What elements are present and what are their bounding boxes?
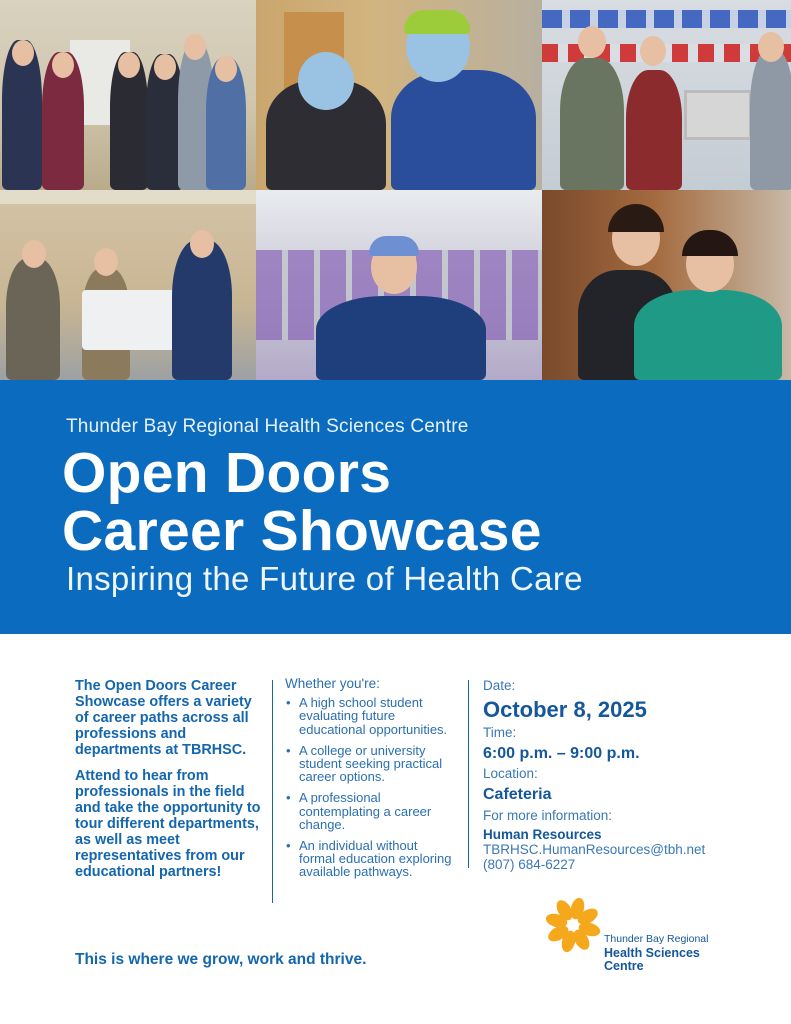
photo-two-nurses [542, 190, 791, 380]
contact-email[interactable]: TBRHSC.HumanResources@tbh.net [483, 842, 706, 857]
audience-item: • An individual without formal education exploring available pathways. [285, 839, 455, 879]
event-title-line-2: Career Showcase [62, 499, 542, 563]
photo-staff-group-nursing [0, 0, 256, 190]
contact-name: Human Resources [483, 827, 602, 842]
intro-paragraph-1: The Open Doors Career Showcase offers a variety of career paths across all professions and departments at TBRHSC. [75, 678, 252, 758]
audience-list [285, 696, 455, 878]
title-banner [0, 380, 791, 634]
location-label: Location: [483, 766, 538, 781]
audience-lead: Whether you're: [285, 676, 380, 691]
logo-line-2: Health Sciences [604, 945, 700, 960]
logo-line-3: Centre [604, 959, 644, 973]
audience-item: • A college or university student seeking practical career options. [285, 744, 455, 784]
date-label: Date: [483, 678, 516, 693]
photo-surgical-staff [256, 0, 542, 190]
intro-paragraph-2: Attend to hear from professionals in the field and take the opportunity to tour different departments, as well as meet representatives from our educational partners! [75, 768, 261, 880]
info-label: For more information: [483, 808, 613, 823]
organization-logo [543, 895, 763, 980]
photo-biomed-workshop [0, 190, 256, 380]
organization-name: Thunder Bay Regional Health Sciences Centre [66, 416, 469, 437]
audience-item: • A high school student evaluating future educational opportunities. [285, 696, 455, 736]
tagline: This is where we grow, work and thrive. [75, 951, 367, 968]
photo-collage [0, 0, 791, 380]
photo-staff-supply-room [542, 0, 791, 190]
time-value: 6:00 p.m. – 9:00 p.m. [483, 745, 640, 762]
event-title-line-1: Open Doors [62, 441, 392, 505]
column-divider-1 [272, 680, 273, 903]
location-value: Cafeteria [483, 786, 552, 803]
date-value: October 8, 2025 [483, 697, 647, 722]
contact-phone[interactable]: (807) 684-6227 [483, 857, 576, 872]
logo-line-1: Thunder Bay Regional [604, 933, 709, 945]
time-label: Time: [483, 725, 517, 740]
logo-wordmark [604, 933, 708, 974]
intro-column [75, 678, 265, 890]
event-title [62, 441, 542, 563]
audience-column [285, 677, 455, 887]
audience-item: • A professional contemplating a career change. [285, 791, 455, 831]
sun-flower-logo-icon [543, 895, 603, 955]
event-details-column [483, 678, 773, 872]
column-divider-2 [468, 680, 469, 868]
contact-block [483, 827, 773, 872]
photo-sterile-processing [256, 190, 542, 380]
event-subtitle: Inspiring the Future of Health Care [66, 560, 583, 597]
